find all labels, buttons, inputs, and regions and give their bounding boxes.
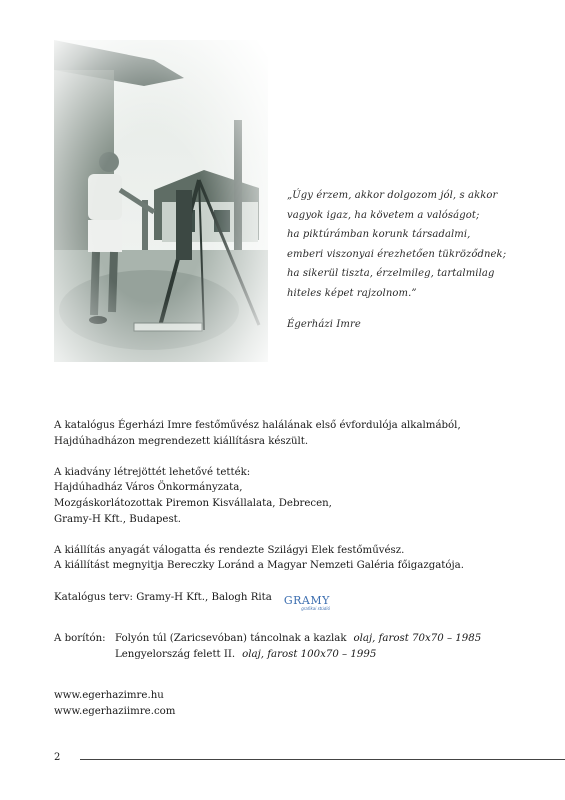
sponsor-line: A kiadvány létrejöttét lehetővé tették:: [54, 466, 251, 478]
cover-row: [54, 647, 481, 663]
quote-author: Égerházi Imre: [287, 319, 361, 330]
website-link[interactable]: www.egerhaziimre.com: [54, 705, 176, 717]
website-link[interactable]: www.egerhazimre.hu: [54, 690, 164, 701]
exhibition-line: A kiállítás anyagát válogatta és rendezte Szilágyi Elek festőművész.: [54, 544, 405, 556]
quote-line: emberi viszonyai érezhetően tükröződnek;: [287, 248, 507, 260]
cover-artwork-title: Lengyelország felett II.: [115, 649, 236, 660]
design-credit: Katalógus terv: Gramy-H Kft., Balogh Rita: [54, 591, 272, 603]
intro-line: A katalógus Égerházi Imre festőművész halálának első évfordulója alkalmából,: [54, 420, 461, 431]
quote-line: ha piktúrámban korunk társadalmi,: [287, 229, 471, 240]
cover-label: A borítón:: [54, 633, 106, 644]
painter-photo: [54, 40, 268, 362]
sponsor-line: Mozgáskorlátozottak Piremon Kisvállalata, Debrecen,: [54, 497, 332, 509]
sponsor-line: Gramy-H Kft., Budapest.: [54, 513, 182, 525]
quote-line: hiteles képet rajzolnom.”: [287, 287, 417, 299]
quote-line: „Úgy érzem, akkor dolgozom jól, s akkor: [287, 190, 498, 201]
colophon-text: [54, 418, 534, 611]
page-number: 2: [54, 752, 61, 763]
intro-line: Hajdúhadházon megrendezett kiállításra készült.: [54, 435, 309, 447]
cover-artwork-meta: olaj, farost 70x70 – 1985: [353, 633, 482, 644]
cover-info: [54, 631, 481, 663]
cover-artwork-title: Folyón túl (Zaricsevóban) táncolnak a kazlak: [115, 633, 347, 644]
logo-word: GRAMY: [283, 593, 330, 607]
web-links: [54, 688, 175, 719]
design-credit-row: [54, 590, 534, 611]
cover-artwork-meta: olaj, farost 100x70 – 1995: [242, 649, 377, 660]
sponsor-line: Hajdúhadház Város Önkormányzata,: [54, 482, 243, 494]
quote-block: [287, 186, 557, 335]
cover-row: [54, 631, 481, 647]
footer-rule: [80, 759, 565, 760]
quote-line: vagyok igaz, ha követem a valóságot;: [287, 209, 480, 221]
gramy-logo: [284, 595, 330, 611]
logo-subtitle: grafikai stúdió: [301, 605, 330, 611]
exhibition-line: A kiállítást megnyitja Bereczky Loránd a Magyar Nemzeti Galéria főigazgatója.: [54, 560, 464, 572]
quote-line: ha sikerül tiszta, érzelmileg, tartalmilag: [287, 268, 495, 279]
